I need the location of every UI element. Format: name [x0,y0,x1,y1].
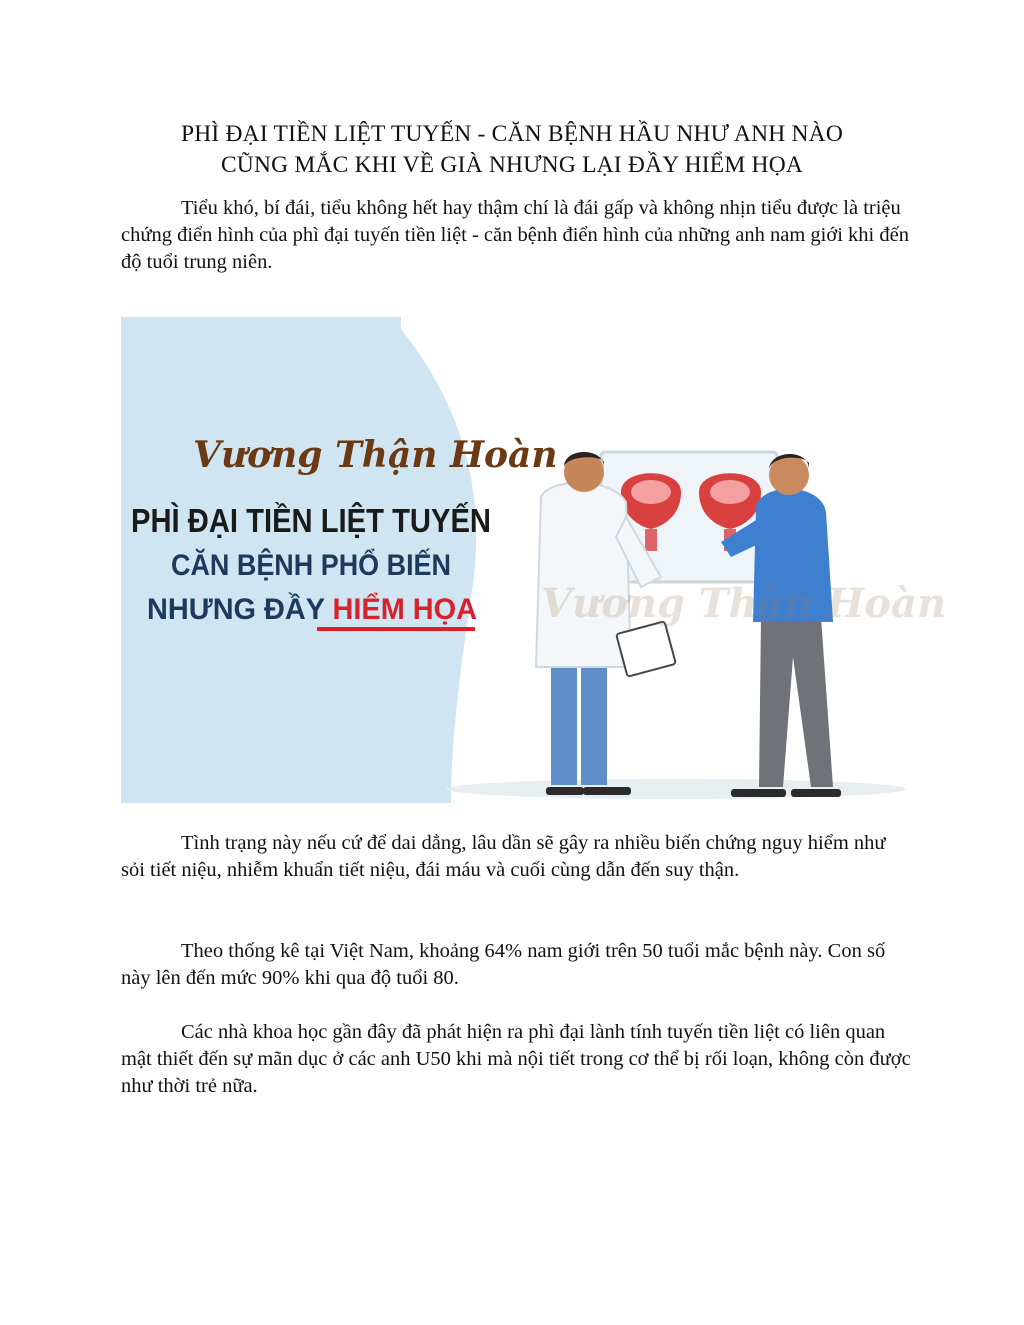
title-line-1: PHÌ ĐẠI TIỀN LIỆT TUYẾN - CĂN BỆNH HẦU NHƯ ANH NÀO [180,121,844,147]
watermark-logo: Vương Thận Hoàn [541,580,947,627]
intro-paragraph: Tiểu khó, bí đái, tiểu không hết hay thậm chí là đái gấp và không nhịn tiểu được là triệu chứng điển hình của phì đại tuyến tiền liệt - căn bệnh điển hình của những anh nam giới khi đến độ tuổi trung niên. [121,197,909,273]
banner-subline: CĂN BỆNH PHỔ BIẾN [171,549,483,582]
document-title [110,119,914,181]
paragraph-statistics: Theo thống kê tại Việt Nam, khoảng 64% nam giới trên 50 tuổi mắc bệnh này. Con số này lên đến mức 90% khi qua độ tuổi 80. [121,940,886,989]
banner-image [121,317,947,803]
tagline-prefix: NHƯNG ĐẦY [147,593,340,626]
brand-logo: Vương Thận Hoàn [193,434,558,476]
banner-tagline [147,592,483,626]
paragraph-research: Các nhà khoa học gần đây đã phát hiện ra phì đại lành tính tuyến tiền liệt có liên quan mật thiết đến sự mãn dục ở các anh U50 khi mà nội tiết trong cơ thể bị rối loạn, không còn được như thời trẻ nữa. [121,1021,911,1097]
title-line-2: CŨNG MẮC KHI VỀ GIÀ NHƯNG LẠI ĐẦY HIỂM HỌA [220,152,804,178]
tagline-highlight: HIỂM HỌA [332,593,483,626]
banner-headline: PHÌ ĐẠI TIỀN LIỆT TUYẾN [131,502,491,539]
highlight-underline [317,627,475,631]
paragraph-complications: Tình trạng này nếu cứ để dai dẳng, lâu dần sẽ gây ra nhiều biến chứng nguy hiểm như sỏi tiết niệu, nhiễm khuẩn tiết niệu, đái máu và cuối cùng dẫn đến suy thận. [121,832,886,881]
